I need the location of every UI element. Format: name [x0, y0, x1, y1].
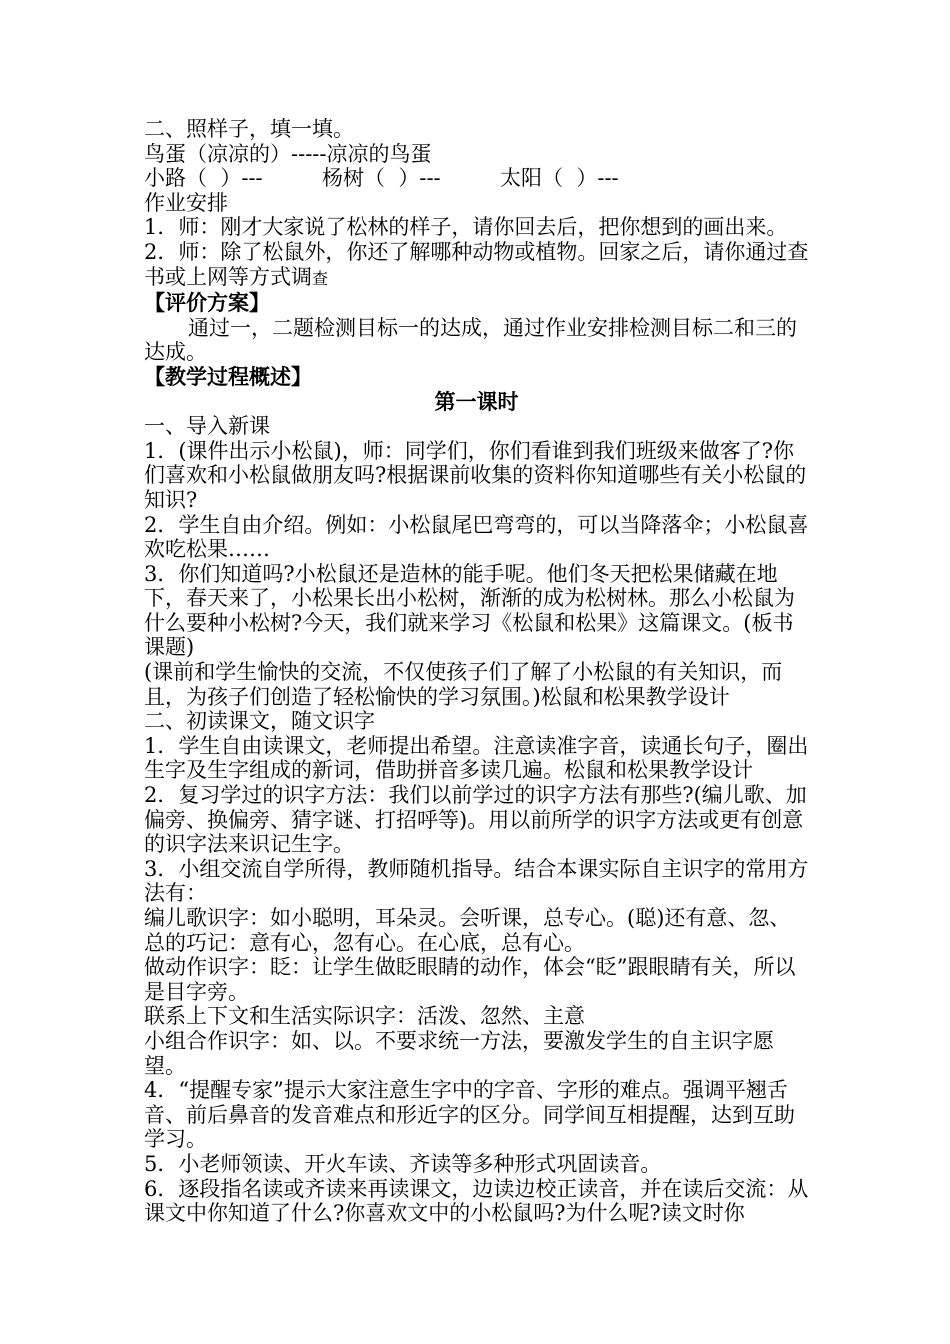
fill-blank-row: [144, 166, 809, 191]
homework-title: 作业安排: [144, 190, 228, 215]
section-2-paragraph-4: 4．“提醒专家”提示大家注意生字中的字音、字形的难点。强调平翘舌音、前后鼻音的发音难点和形近字的区分。同学间互相提醒，达到互助学习。: [144, 1078, 795, 1152]
section-1-paragraph-3: 3．你们知道吗?小松鼠还是造林的能手呢。他们冬天把松果储藏在地下，春天来了，小松果长出小松树，渐渐的成为松树林。那么小松鼠为什么要种小松树?今天，我们就来学习《松鼠和松果》这篇课文。(板书课题): [144, 561, 795, 660]
homework-item-2: [144, 240, 809, 291]
fill-blank-sun: 太阳（ ）---: [500, 166, 619, 191]
section-1-paragraph-1: 1．(课件出示小松鼠)，师：同学们，你们看谁到我们班级来做客了?你们喜欢和小松鼠做朋友吗?根据课前收集的资料你知道哪些有关小松鼠的知识?: [144, 438, 807, 512]
homework-item-2-text: 2．师：除了松鼠外，你还了解哪种动物或植物。回家之后，请你通过查书或上网等方式调: [144, 239, 809, 289]
section-1-paragraph-2: 2．学生自由介绍。例如：小松鼠尾巴弯弯的，可以当降落伞；小松鼠喜欢吃松果……: [144, 512, 809, 562]
section-2-paragraph-6: 6．逐段指名读或齐读来再读课文，边读边校正读音，并在读后交流：从课文中你知道了什么?你喜欢文中的小松鼠吗?为什么呢?读文时你: [144, 1176, 809, 1226]
section-2-paragraph-5: 5．小老师领读、开火车读、齐读等多种形式巩固读音。: [144, 1151, 662, 1176]
evaluation-heading: 【评价方案】: [144, 290, 270, 316]
section-1-title: 一、导入新课: [144, 414, 270, 439]
evaluation-text: 通过一，二题检测目标一的达成，通过作业安排检测目标二和三的达成。: [144, 315, 797, 365]
fill-blank-road: 小路（ ）---: [144, 166, 263, 191]
section-2-title: 二、初读课文，随文识字: [144, 709, 375, 734]
fill-blank-poplar: 杨树（ ）---: [322, 166, 441, 191]
section-2-paragraph-3: 3．小组交流自学所得，教师随机指导。结合本课实际自主识字的常用方法有：: [144, 856, 809, 906]
method-action: 做动作识字：眨：让学生做眨眼睛的动作，体会“眨”跟眼睛有关，所以是目字旁。: [144, 955, 796, 1004]
homework-item-1: 1．师：刚才大家说了松林的样子，请你回去后，把你想到的画出来。: [144, 215, 788, 240]
method-group: 小组合作识字：如、以。不要求统一方法，要激发学生的自主识字愿望。: [144, 1028, 774, 1078]
document-page: [144, 117, 809, 1226]
example-line: 鸟蛋（凉凉的）-----凉凉的鸟蛋: [144, 141, 432, 166]
homework-item-2-end: 查: [312, 268, 329, 288]
lesson-title: 第一课时: [434, 388, 519, 414]
section-1-note: (课前和学生愉快的交流，不仅使孩子们了解了小松鼠的有关知识，而且，为孩子们创造了轻松愉快的学习氛围。)松鼠和松果教学设计: [144, 660, 783, 709]
exercise-2-title: 二、照样子，填一填。: [144, 117, 354, 141]
method-rhyme: 编儿歌识字：如小聪明，耳朵灵。会听课，总专心。(聪)还有意、忽、总的巧记：意有心，忽有心。在心底，总有心。: [144, 906, 791, 955]
process-heading: 【教学过程概述】: [144, 363, 312, 389]
method-context: 联系上下文和生活实际识字：活泼、忽然、主意: [144, 1004, 585, 1029]
section-2-paragraph-2: 2．复习学过的识字方法：我们以前学过的识字方法有那些?(编儿歌、加偏旁、换偏旁、猜字谜、打招呼等)。用以前所学的识字方法或更有创意的识字法来识记生字。: [144, 783, 807, 857]
section-2-paragraph-1: 1．学生自由读课文，老师提出希望。注意读准字音，读通长句子，圈出生字及生字组成的新词，借助拼音多读几遍。松鼠和松果教学设计: [144, 733, 809, 783]
